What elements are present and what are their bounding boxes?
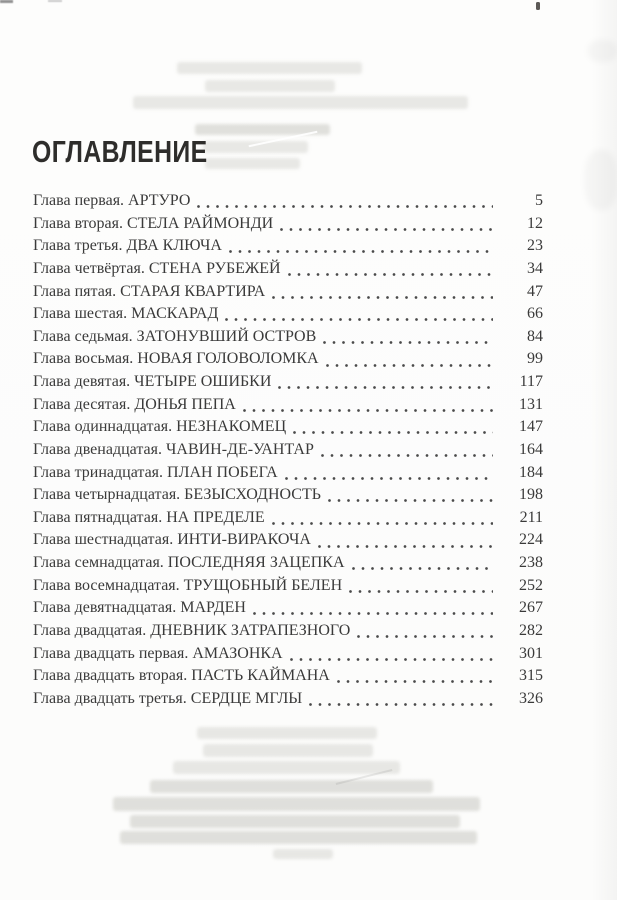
toc-entry — [33, 281, 543, 304]
toc-entry — [33, 462, 543, 485]
toc-entry — [33, 575, 543, 598]
table-of-contents — [33, 190, 543, 710]
toc-entry-label: Глава двадцать вторая. ПАСТЬ КАЙМАНА — [33, 667, 330, 685]
toc-entry-label: Глава семнадцатая. ПОСЛЕДНЯЯ ЗАЦЕПКА — [33, 554, 345, 571]
toc-entry-label: Глава восемнадцатая. ТРУЩОБНЫЙ БЕЛЕН — [33, 576, 343, 594]
toc-entry — [33, 484, 543, 507]
toc-entry-label: Глава третья. ДВА КЛЮЧА — [33, 237, 222, 255]
scan-edge-artifact — [0, 0, 13, 3]
scan-smudge — [588, 40, 617, 62]
toc-page-number: 252 — [519, 576, 543, 594]
bleedthrough-line — [173, 761, 400, 774]
page-title: ОГЛАВЛЕНИЕ — [32, 134, 208, 169]
toc-page-number: 238 — [519, 554, 543, 571]
bleedthrough-line — [177, 62, 362, 74]
toc-dot-leader — [326, 364, 493, 367]
toc-dot-leader — [243, 409, 493, 412]
toc-entry-label: Глава седьмая. ЗАТОНУВШИЙ ОСТРОВ — [33, 327, 317, 345]
bleedthrough-line — [197, 727, 377, 739]
toc-page-number: 66 — [527, 305, 543, 323]
toc-entry-label: Глава восьмая. НОВАЯ ГОЛОВОЛОМКА — [33, 350, 319, 368]
toc-entry-label: Глава девятнадцатая. МАРДЕН — [33, 599, 246, 617]
toc-page-number: 84 — [527, 327, 543, 345]
toc-page-number: 282 — [519, 621, 543, 639]
toc-page-number: 117 — [519, 373, 543, 390]
toc-entry-label: Глава шестая. МАСКАРАД — [33, 305, 219, 323]
toc-entry — [33, 303, 543, 326]
ink-speck — [536, 2, 540, 10]
toc-entry — [33, 665, 543, 688]
toc-entry-label: Глава вторая. СТЕЛА РАЙМОНДИ — [33, 214, 274, 232]
toc-entry-label: Глава двадцать третья. СЕРДЦЕ МГЛЫ — [33, 689, 303, 707]
toc-dot-leader — [321, 454, 493, 457]
toc-dot-leader — [225, 318, 493, 321]
toc-dot-leader — [272, 522, 493, 525]
toc-page-number: 184 — [519, 463, 543, 481]
toc-entry-label: Глава двенадцатая. ЧАВИН-ДЕ-УАНТАР — [33, 440, 314, 458]
toc-entry-label: Глава десятая. ДОНЬЯ ПЕПА — [33, 395, 236, 413]
toc-entry — [33, 326, 543, 349]
bleedthrough-line — [203, 744, 373, 757]
toc-entry — [33, 213, 543, 236]
toc-dot-leader — [357, 635, 493, 638]
bleedthrough-line — [205, 158, 300, 169]
toc-page-number: 224 — [519, 531, 543, 549]
toc-entry — [33, 643, 543, 666]
toc-entry-label: Глава девятая. ЧЕТЫРЕ ОШИБКИ — [33, 373, 272, 390]
bleedthrough-line — [130, 815, 460, 828]
toc-page-number: 23 — [527, 237, 543, 255]
toc-page-number: 198 — [519, 486, 543, 504]
scan-smudge — [585, 150, 617, 210]
toc-entry-label: Глава четвёртая. СТЕНА РУБЕЖЕЙ — [33, 259, 281, 277]
toc-entry-label: Глава шестнадцатая. ИНТИ-ВИРАКОЧА — [33, 531, 311, 549]
toc-entry — [33, 507, 543, 530]
toc-dot-leader — [285, 477, 493, 480]
toc-dot-leader — [323, 341, 493, 344]
toc-page-number: 164 — [519, 440, 543, 458]
toc-entry — [33, 348, 543, 371]
toc-dot-leader — [290, 658, 493, 661]
toc-entry — [33, 416, 543, 439]
toc-entry — [33, 597, 543, 620]
bleedthrough-line — [205, 80, 335, 92]
toc-dot-leader — [253, 612, 493, 615]
toc-entry-label: Глава первая. АРТУРО — [33, 192, 191, 209]
scan-edge-artifact — [48, 0, 62, 2]
bleedthrough-line — [120, 831, 477, 844]
toc-dot-leader — [337, 680, 493, 683]
toc-page-number: 301 — [519, 644, 543, 662]
toc-entry — [33, 552, 543, 575]
bleedthrough-line — [133, 96, 468, 109]
toc-dot-leader — [280, 228, 493, 231]
toc-page-number: 267 — [519, 599, 543, 617]
toc-entry — [33, 620, 543, 643]
toc-page-number: 47 — [527, 282, 543, 300]
page-edge-shading — [591, 0, 617, 900]
toc-entry — [33, 394, 543, 417]
toc-entry — [33, 190, 543, 213]
toc-dot-leader — [288, 273, 493, 276]
toc-dot-leader — [318, 545, 493, 548]
toc-dot-leader — [272, 296, 493, 299]
toc-dot-leader — [328, 499, 493, 502]
toc-dot-leader — [309, 703, 493, 706]
toc-page-number: 147 — [519, 418, 543, 436]
toc-entry — [33, 235, 543, 258]
toc-page-number: 315 — [519, 667, 543, 685]
toc-entry-label: Глава двадцать первая. АМАЗОНКА — [33, 644, 283, 662]
toc-dot-leader — [197, 205, 493, 208]
bleedthrough-line — [150, 780, 433, 793]
bleedthrough-line — [273, 849, 333, 859]
toc-entry — [33, 529, 543, 552]
toc-page-number: 5 — [535, 192, 543, 209]
toc-entry-label: Глава пятая. СТАРАЯ КВАРТИРА — [33, 282, 266, 300]
toc-page-number: 211 — [519, 508, 543, 526]
toc-dot-leader — [352, 567, 494, 570]
toc-entry — [33, 371, 543, 394]
toc-dot-leader — [349, 590, 493, 593]
toc-entry-label: Глава одиннадцатая. НЕЗНАКОМЕЦ — [33, 418, 287, 436]
toc-page-number: 326 — [519, 689, 543, 707]
toc-entry — [33, 258, 543, 281]
toc-dot-leader — [293, 431, 493, 434]
toc-entry-label: Глава двадцатая. ДНЕВНИК ЗАТРАПЕЗНОГО — [33, 621, 351, 639]
toc-page-number: 34 — [527, 259, 543, 277]
toc-entry — [33, 688, 543, 711]
toc-entry — [33, 439, 543, 462]
toc-page-number: 131 — [519, 395, 543, 413]
toc-dot-leader — [278, 386, 493, 389]
toc-page-number: 99 — [527, 350, 543, 368]
toc-entry-label: Глава тринадцатая. ПЛАН ПОБЕГА — [33, 463, 278, 481]
toc-entry-label: Глава пятнадцатая. НА ПРЕДЕЛЕ — [33, 508, 265, 526]
toc-page-number: 12 — [527, 214, 543, 232]
toc-dot-leader — [229, 250, 493, 253]
toc-entry-label: Глава четырнадцатая. БЕЗЫСХОДНОСТЬ — [33, 486, 321, 504]
bleedthrough-line — [113, 797, 480, 811]
